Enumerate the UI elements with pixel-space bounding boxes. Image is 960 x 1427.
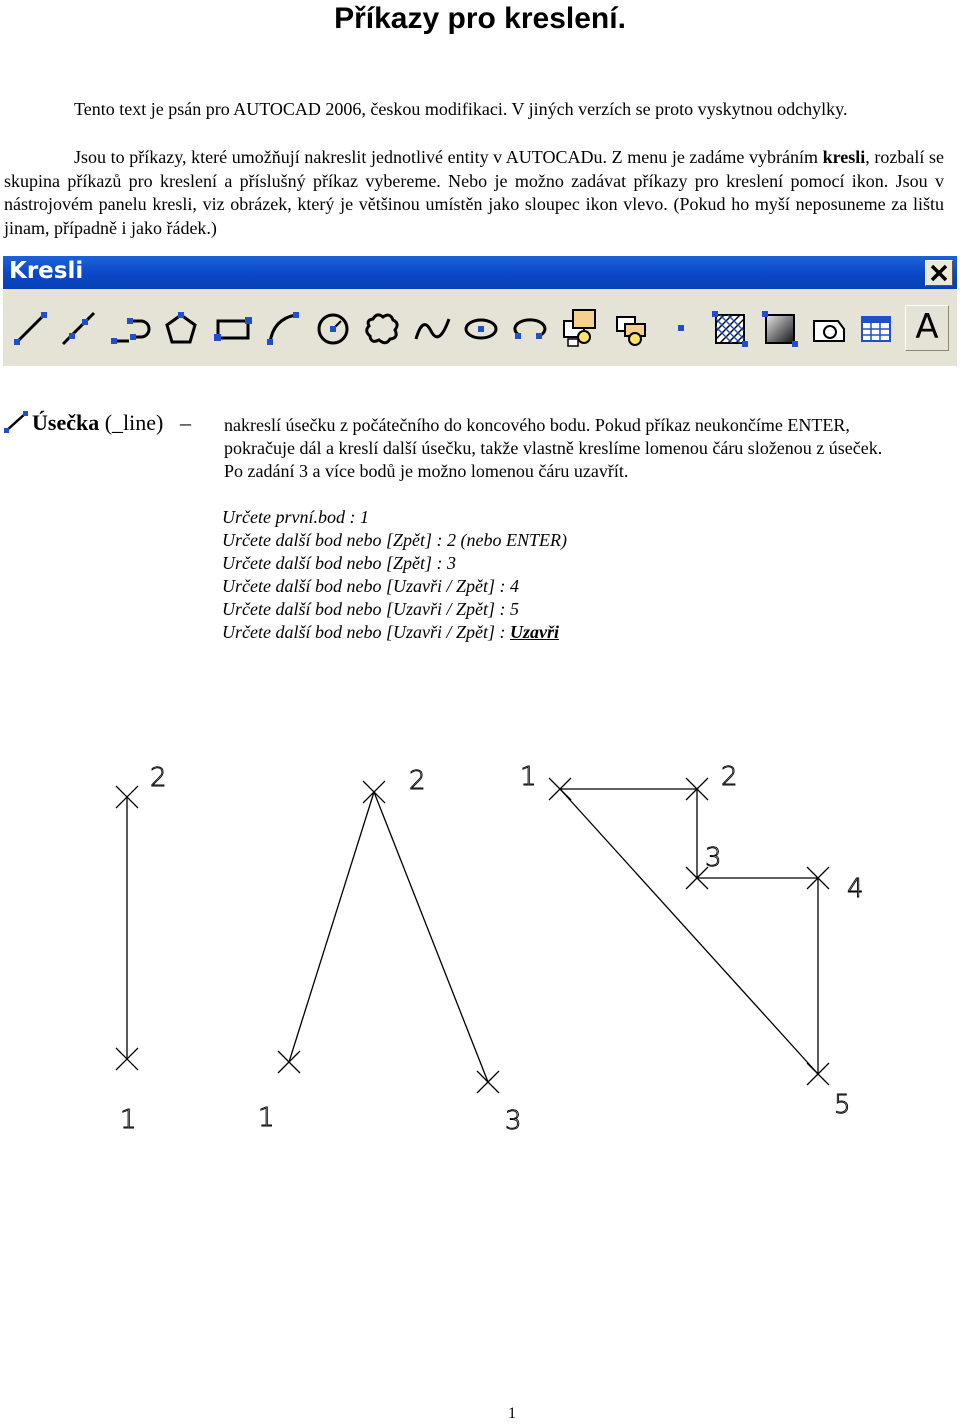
point-marker [363,781,385,803]
table-icon[interactable] [858,311,894,347]
prompt-line: Určete další bod nebo [Zpět] : 3 [222,553,456,573]
intro-bold-menu: kresli [822,147,866,167]
ellipse-icon[interactable] [463,311,499,347]
kresli-toolbar [3,256,957,366]
point-marker [278,1051,300,1073]
segment [289,792,374,1062]
polygon-icon[interactable] [163,311,199,347]
rectangle-icon[interactable] [213,311,253,347]
point-label: 4 [847,874,864,904]
revision-cloud-icon[interactable] [363,309,403,349]
region-icon[interactable] [810,311,850,347]
point-icon[interactable] [669,316,693,340]
toolbar-titlebar[interactable] [3,256,957,289]
close-button[interactable] [925,260,953,286]
prompt-line: Určete další bod nebo [Zpět] : 2 (nebo ENTER) [222,530,567,550]
prompt-text: Určete další bod nebo [Uzavři / Zpět] : [222,622,510,642]
version-note: Tento text je psán pro AUTOCAD 2006, českou modifikaci. V jiných verzích se proto vyskytnou odchylky. [74,99,848,119]
point-label: 2 [409,766,426,796]
point-label: 3 [505,1106,522,1136]
polyline-icon[interactable] [111,311,151,347]
circle-icon[interactable] [315,311,351,347]
page-title: Příkazy pro kreslení. [334,2,626,35]
intro-text-2: , rozbalí se skupina příkazů pro kreslení a příslušný příkaz vybereme. Nebo je možno zadávat příkazy pro kreslení pomocí ikon. Jsou v nástrojovém panelu kresli, viz obrázek, který je většinou umístěn jako sloupec ikon vlevo. (Pokud ho myší neposuneme za lištu jinam, případně i jako řádek.) [4,147,945,238]
prompt-line: Určete další bod nebo [Uzavři / Zpět] : 4 [222,576,519,596]
spline-icon[interactable] [413,311,453,347]
point-label: 2 [150,763,167,793]
prompt-line: Určete první.bod : 1 [222,507,369,527]
section-command: (_line) [104,410,164,435]
point-label: 1 [258,1103,275,1133]
line-icon[interactable] [13,311,49,347]
point-marker [477,1071,499,1093]
point-label: 1 [520,762,537,792]
point-label: 5 [834,1090,851,1120]
line-icon [4,411,28,433]
point-label: 3 [705,843,722,873]
prompt-answer: Uzavři [509,622,559,642]
line-examples-diagram [0,740,960,1160]
segment [560,789,818,1074]
prompt-line [222,621,567,644]
description-line: nakreslí úsečku z počátečního do koncového bodu. Pokud příkaz neukončíme ENTER, [224,415,850,435]
toolbar-title: Kresli [9,258,84,284]
hatch-icon[interactable] [710,309,750,349]
description-line: pokračuje dál a kreslí další úsečku, takže vlastně kreslíme lomenou čáru složenou z úseček. [224,438,883,458]
intro-text-1: Jsou to příkazy, které umožňují nakreslit jednotlivé entity v AUTOCADu. Z menu je zadáme vybráním [74,147,823,167]
point-label: 1 [120,1105,137,1135]
page-number: 1 [508,1405,516,1422]
construction-line-icon[interactable] [61,311,97,347]
ellipse-arc-icon[interactable] [511,311,547,347]
section-dash: – [180,410,191,435]
intro-paragraph [4,146,944,240]
section-description [224,414,944,483]
point-label: 2 [721,762,738,792]
multiline-text-button[interactable] [905,305,949,351]
segment [374,792,488,1082]
prompt-line: Určete další bod nebo [Uzavři / Zpět] : 5 [222,599,519,619]
command-prompts [222,506,567,644]
description-line: Po zadání 3 a více bodů je možno lomenou čáru uzavřít. [224,461,629,481]
section-name: Úsečka [32,410,100,435]
make-block-icon[interactable] [613,311,649,347]
gradient-icon[interactable] [760,309,800,349]
multiline-text-icon: A [915,307,939,347]
close-icon [926,261,952,285]
arc-icon[interactable] [265,311,301,347]
section-heading [32,410,163,436]
insert-block-icon[interactable] [561,307,601,349]
